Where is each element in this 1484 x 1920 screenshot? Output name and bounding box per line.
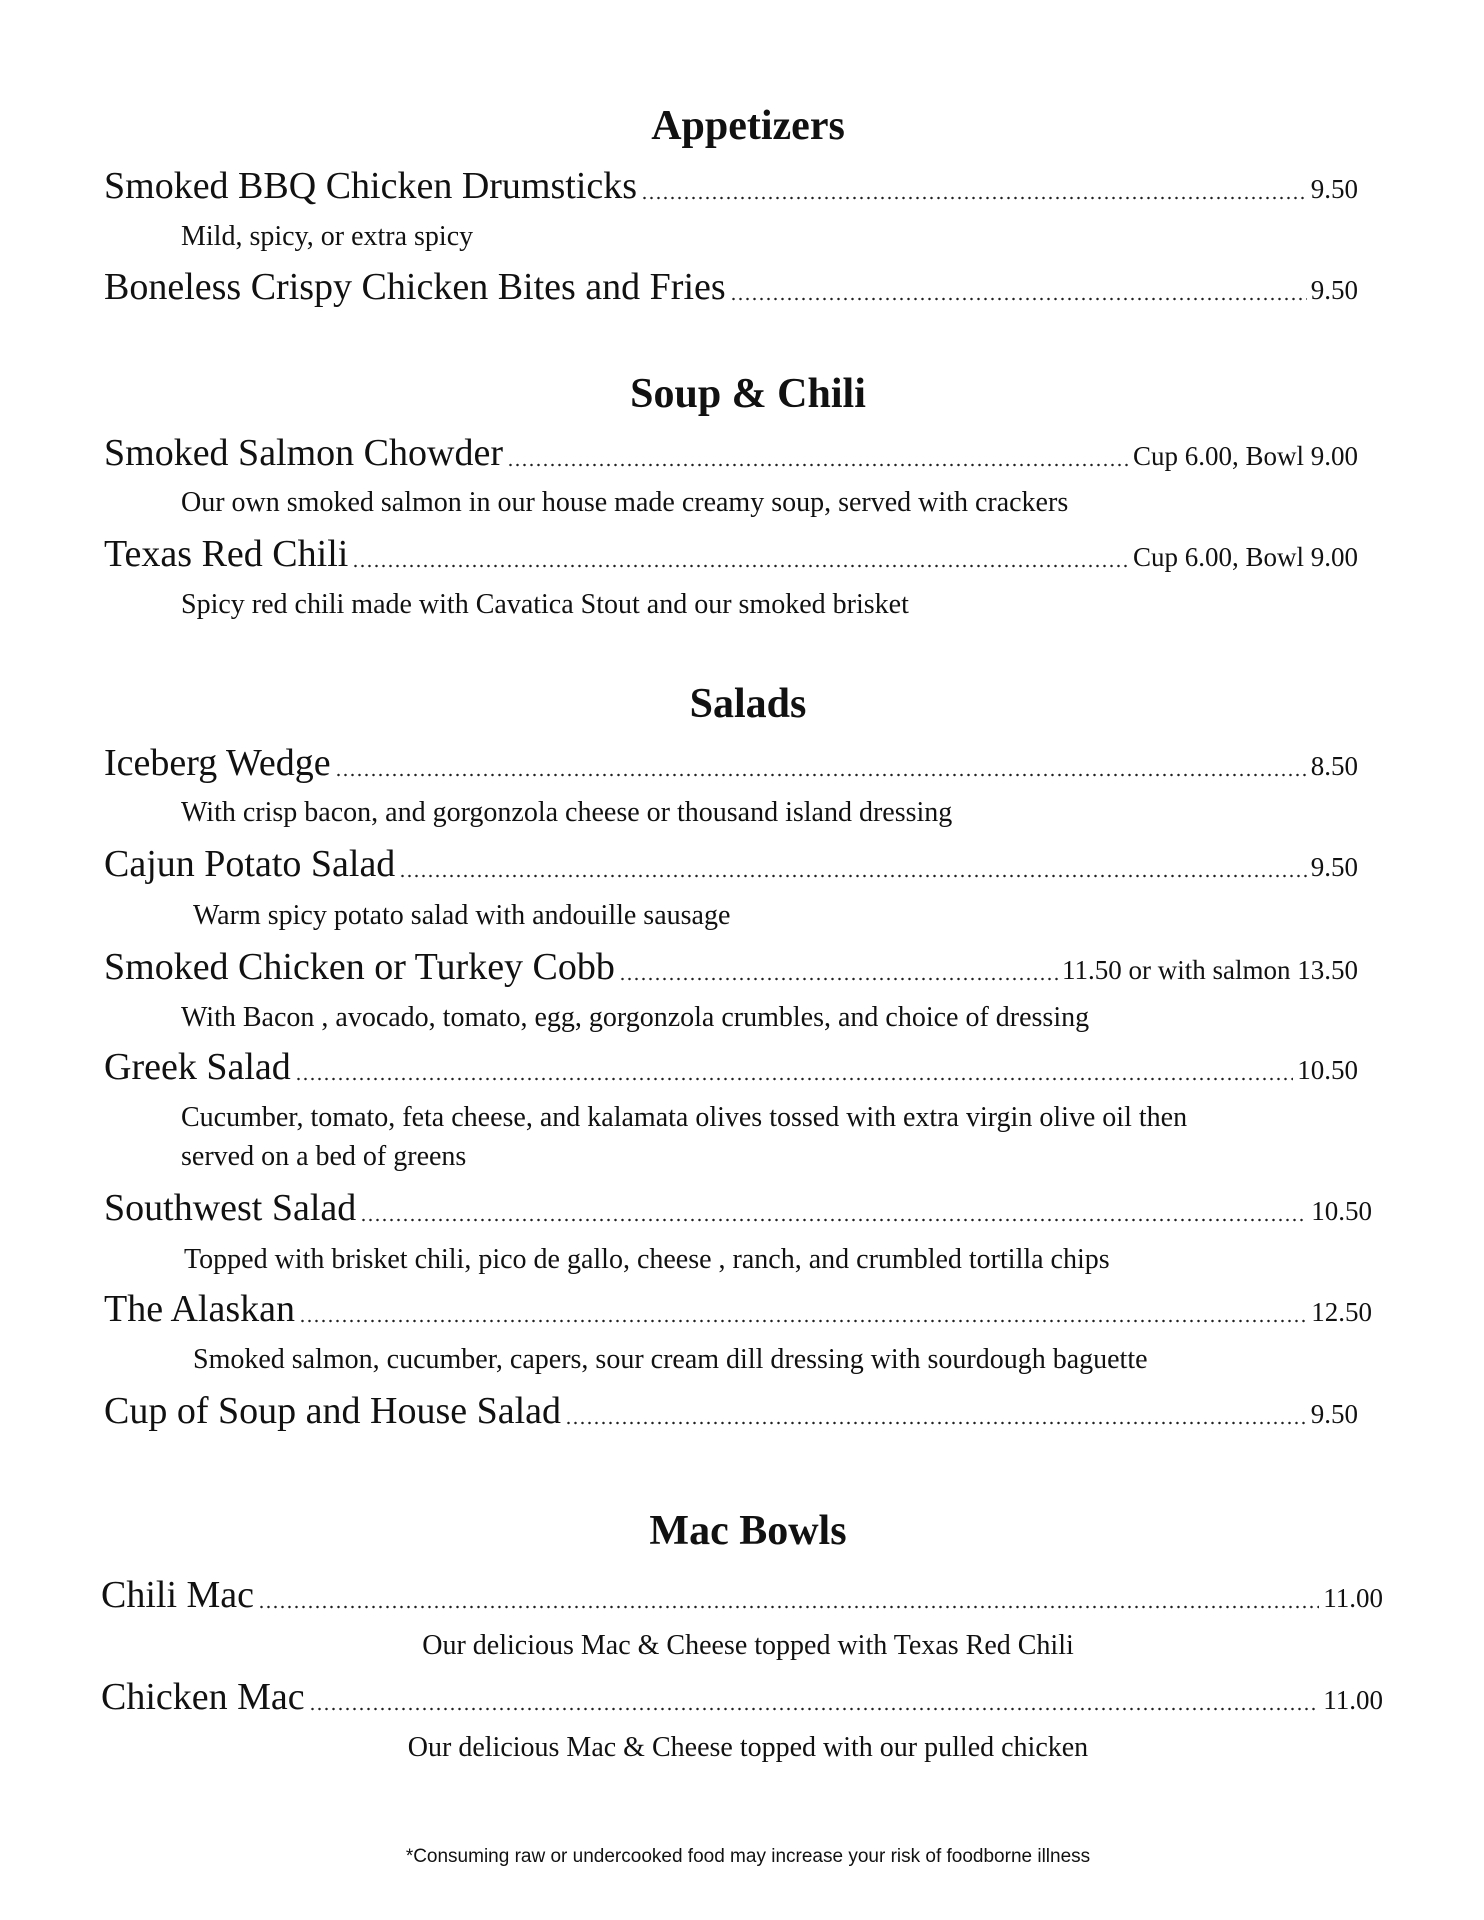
menu-item: [104, 740, 1358, 789]
section-heading-salads: Salads: [689, 681, 807, 727]
item-name: Chicken Mac: [101, 1676, 305, 1718]
item-price: 11.00: [1323, 1583, 1383, 1613]
item-name: Smoked BBQ Chicken Drumsticks: [104, 165, 638, 207]
item-description: With crisp bacon, and gorgonzola cheese or thousand island dressing: [181, 797, 953, 828]
item-description: With Bacon , avocado, tomato, egg, gorgonzola crumbles, and choice of dressing: [181, 1002, 1090, 1033]
item-description: Warm spicy potato salad with andouille sausage: [193, 900, 731, 931]
menu-item: [104, 163, 1358, 212]
menu-item: [104, 1286, 1372, 1335]
menu-item: [104, 531, 1358, 580]
item-description: Our own smoked salmon in our house made creamy soup, served with crackers: [181, 487, 1069, 518]
item-description: Topped with brisket chili, pico de gallo, cheese , ranch, and crumbled tortilla chips: [184, 1244, 1110, 1275]
dot-leader: [507, 463, 1129, 467]
item-description: Our delicious Mac & Cheese topped with our pulled chicken: [407, 1732, 1089, 1763]
item-price: 12.50: [1311, 1297, 1372, 1327]
footnote: *Consuming raw or undercooked food may increase your risk of foodborne illness: [405, 1846, 1091, 1867]
item-description: Mild, spicy, or extra spicy: [181, 221, 474, 252]
dot-leader: [619, 977, 1058, 981]
dot-leader: [399, 874, 1306, 878]
dot-leader: [565, 1421, 1307, 1425]
item-price: 8.50: [1310, 751, 1358, 781]
item-price: Cup 6.00, Bowl 9.00: [1132, 441, 1358, 471]
item-name: Southwest Salad: [104, 1187, 357, 1229]
item-name: Chili Mac: [101, 1574, 255, 1616]
dot-leader: [352, 564, 1129, 568]
dot-leader: [360, 1218, 1307, 1222]
menu-item: [104, 1044, 1358, 1093]
dot-leader: [299, 1319, 1307, 1323]
section-heading-soup-chili: Soup & Chili: [630, 371, 866, 417]
item-price: 9.50: [1310, 275, 1358, 305]
menu-item: [104, 264, 1358, 313]
item-name: Greek Salad: [104, 1046, 291, 1088]
dot-leader: [641, 196, 1307, 200]
item-description: served on a bed of greens: [181, 1141, 467, 1172]
item-description: Spicy red chili made with Cavatica Stout and our smoked brisket: [181, 589, 909, 620]
item-name: The Alaskan: [104, 1288, 296, 1330]
dot-leader: [295, 1077, 1293, 1081]
menu-item: [101, 1572, 1383, 1621]
item-name: Smoked Chicken or Turkey Cobb: [104, 946, 615, 988]
item-price: 11.50 or with salmon 13.50: [1062, 955, 1358, 985]
dot-leader: [730, 297, 1307, 301]
item-description: Our delicious Mac & Cheese topped with Texas Red Chili: [422, 1630, 1074, 1661]
item-price: 11.00: [1323, 1685, 1383, 1715]
item-name: Cup of Soup and House Salad: [104, 1390, 562, 1432]
item-name: Iceberg Wedge: [104, 742, 331, 784]
menu-item: [104, 944, 1358, 993]
item-price: 10.50: [1297, 1055, 1358, 1085]
dot-leader: [309, 1707, 1320, 1711]
item-description: Cucumber, tomato, feta cheese, and kalamata olives tossed with extra virgin olive oil then: [181, 1102, 1188, 1133]
menu-item: [104, 1185, 1372, 1234]
item-price: 9.50: [1310, 174, 1358, 204]
item-description: Smoked salmon, cucumber, capers, sour cream dill dressing with sourdough baguette: [193, 1344, 1148, 1375]
menu-item: [104, 1388, 1358, 1437]
item-price: 10.50: [1311, 1196, 1372, 1226]
section-heading-mac-bowls: Mac Bowls: [649, 1508, 847, 1554]
menu-item: [101, 1674, 1383, 1723]
item-price: 9.50: [1310, 1399, 1358, 1429]
item-name: Cajun Potato Salad: [104, 843, 396, 885]
item-name: Texas Red Chili: [104, 533, 349, 575]
item-name: Boneless Crispy Chicken Bites and Fries: [104, 266, 726, 308]
menu-item: [104, 841, 1358, 890]
dot-leader: [335, 773, 1307, 777]
item-price: Cup 6.00, Bowl 9.00: [1132, 542, 1358, 572]
item-price: 9.50: [1310, 852, 1358, 882]
section-heading-appetizers: Appetizers: [651, 103, 845, 149]
menu-item: [104, 430, 1358, 479]
item-name: Smoked Salmon Chowder: [104, 432, 503, 474]
dot-leader: [258, 1605, 1319, 1609]
